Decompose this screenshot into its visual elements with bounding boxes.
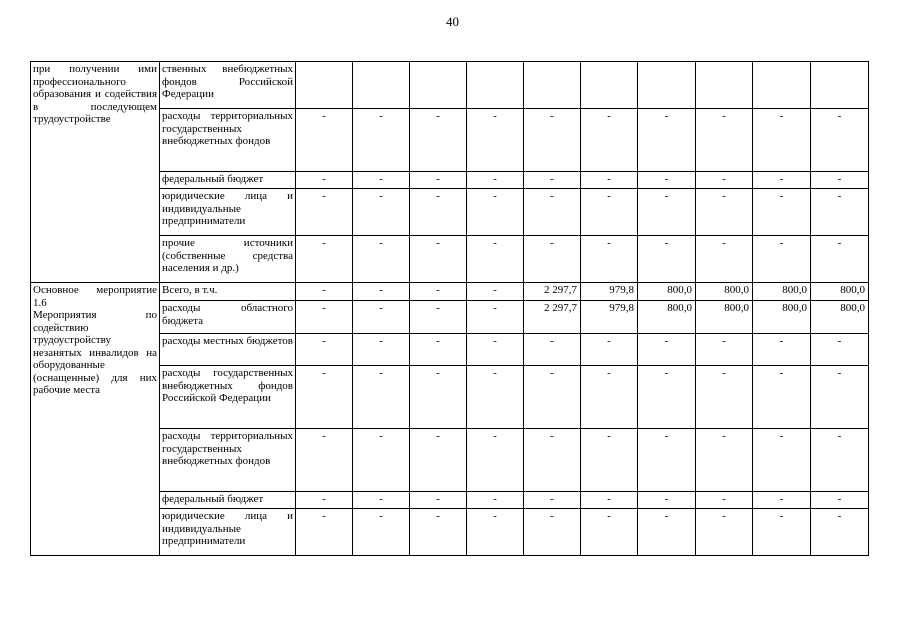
value-cell: - — [811, 366, 869, 429]
value-cell: - — [410, 509, 467, 556]
value-cell: - — [524, 334, 581, 366]
value-cell: - — [811, 492, 869, 509]
value-cell: - — [467, 109, 524, 172]
value-cell: - — [467, 189, 524, 236]
value-cell: - — [410, 109, 467, 172]
value-cell: - — [696, 366, 753, 429]
value-cell — [353, 62, 410, 109]
value-cell: - — [296, 236, 353, 283]
value-cell: - — [467, 301, 524, 334]
value-cell: - — [696, 509, 753, 556]
value-cell: - — [296, 429, 353, 492]
value-cell — [524, 62, 581, 109]
value-cell: - — [524, 189, 581, 236]
funding-source: юридические лица и индивидуальные предприниматели — [160, 509, 296, 556]
value-cell: - — [581, 509, 638, 556]
value-cell: - — [410, 283, 467, 301]
funding-source: расходы государственных внебюджетных фондов Российской Федерации — [160, 366, 296, 429]
value-cell: - — [696, 189, 753, 236]
value-cell: 800,0 — [753, 301, 811, 334]
value-cell: 979,8 — [581, 283, 638, 301]
activity-description: Основное мероприятие 1.6 Мероприятия по содействию трудоустройству незанятых инвалидов на оборудованные (оснащенные) для них рабочие места — [31, 283, 160, 556]
value-cell: - — [410, 172, 467, 189]
value-cell: - — [753, 366, 811, 429]
value-cell: - — [524, 109, 581, 172]
value-cell: - — [296, 366, 353, 429]
value-cell: - — [753, 492, 811, 509]
value-cell: 800,0 — [638, 301, 696, 334]
value-cell: - — [753, 236, 811, 283]
value-cell: 2 297,7 — [524, 301, 581, 334]
value-cell: - — [353, 429, 410, 492]
value-cell: - — [638, 492, 696, 509]
value-cell: - — [811, 334, 869, 366]
value-cell: - — [753, 334, 811, 366]
value-cell: - — [467, 172, 524, 189]
page-number: 40 — [446, 14, 459, 29]
value-cell: - — [638, 509, 696, 556]
value-cell: - — [353, 492, 410, 509]
value-cell: - — [296, 492, 353, 509]
value-cell: - — [753, 429, 811, 492]
value-cell: - — [410, 429, 467, 492]
value-cell: - — [524, 366, 581, 429]
value-cell — [696, 62, 753, 109]
funding-source: Всего, в т.ч. — [160, 283, 296, 301]
table-row — [31, 283, 869, 301]
value-cell: 800,0 — [696, 301, 753, 334]
value-cell: - — [524, 509, 581, 556]
value-cell: - — [696, 236, 753, 283]
value-cell: 800,0 — [753, 283, 811, 301]
value-cell: - — [353, 366, 410, 429]
value-cell: - — [811, 109, 869, 172]
value-cell — [638, 62, 696, 109]
funding-source: расходы территориальных государственных внебюджетных фондов — [160, 109, 296, 172]
value-cell: - — [696, 172, 753, 189]
value-cell: 800,0 — [638, 283, 696, 301]
value-cell: 979,8 — [581, 301, 638, 334]
value-cell: - — [581, 189, 638, 236]
value-cell: - — [811, 429, 869, 492]
value-cell: - — [638, 172, 696, 189]
value-cell: 800,0 — [696, 283, 753, 301]
value-cell — [410, 62, 467, 109]
value-cell: - — [638, 189, 696, 236]
value-cell: - — [467, 334, 524, 366]
value-cell: - — [753, 172, 811, 189]
funding-source: прочие источники (собственные средства населения и др.) — [160, 236, 296, 283]
value-cell: - — [296, 172, 353, 189]
value-cell: - — [410, 334, 467, 366]
value-cell: - — [296, 189, 353, 236]
value-cell: - — [296, 509, 353, 556]
value-cell — [581, 62, 638, 109]
value-cell: - — [353, 189, 410, 236]
value-cell: - — [296, 109, 353, 172]
value-cell: - — [524, 492, 581, 509]
value-cell: - — [638, 236, 696, 283]
value-cell: - — [753, 509, 811, 556]
value-cell: - — [410, 189, 467, 236]
budget-table — [30, 61, 869, 556]
value-cell: - — [696, 109, 753, 172]
value-cell: - — [696, 492, 753, 509]
value-cell: - — [296, 283, 353, 301]
value-cell: - — [467, 236, 524, 283]
value-cell — [467, 62, 524, 109]
value-cell: - — [410, 236, 467, 283]
funding-source: федеральный бюджет — [160, 492, 296, 509]
value-cell — [753, 62, 811, 109]
value-cell: - — [753, 189, 811, 236]
value-cell: - — [467, 429, 524, 492]
funding-source: расходы местных бюджетов — [160, 334, 296, 366]
value-cell: - — [467, 492, 524, 509]
value-cell: - — [696, 429, 753, 492]
value-cell: - — [581, 172, 638, 189]
value-cell: - — [410, 301, 467, 334]
value-cell: - — [811, 172, 869, 189]
funding-source: юридические лица и индивидуальные предприниматели — [160, 189, 296, 236]
table-row — [31, 62, 869, 109]
value-cell: - — [353, 334, 410, 366]
value-cell: - — [581, 492, 638, 509]
value-cell: - — [353, 283, 410, 301]
value-cell: - — [811, 236, 869, 283]
funding-source: расходы областного бюджета — [160, 301, 296, 334]
value-cell: - — [353, 301, 410, 334]
value-cell: - — [467, 366, 524, 429]
value-cell: - — [581, 334, 638, 366]
value-cell: - — [524, 172, 581, 189]
value-cell: - — [581, 429, 638, 492]
value-cell: - — [696, 334, 753, 366]
value-cell: - — [524, 236, 581, 283]
value-cell: - — [581, 109, 638, 172]
value-cell: - — [524, 429, 581, 492]
value-cell: - — [296, 301, 353, 334]
value-cell — [811, 62, 869, 109]
funding-source: ственных внебюджетных фондов Российской Федерации — [160, 62, 296, 109]
value-cell: - — [467, 283, 524, 301]
value-cell: - — [353, 509, 410, 556]
value-cell: - — [353, 172, 410, 189]
value-cell: - — [581, 366, 638, 429]
funding-source: расходы территориальных государственных внебюджетных фондов — [160, 429, 296, 492]
value-cell: 2 297,7 — [524, 283, 581, 301]
value-cell: - — [353, 236, 410, 283]
value-cell: - — [638, 109, 696, 172]
value-cell: - — [296, 334, 353, 366]
value-cell: - — [410, 366, 467, 429]
value-cell: - — [581, 236, 638, 283]
value-cell — [296, 62, 353, 109]
activity-description: при получении ими профессионального образования и содействия в последующем трудоустройстве — [31, 62, 160, 283]
value-cell: - — [638, 429, 696, 492]
value-cell: - — [410, 492, 467, 509]
value-cell: - — [638, 366, 696, 429]
value-cell: - — [811, 189, 869, 236]
value-cell: 800,0 — [811, 283, 869, 301]
value-cell: - — [638, 334, 696, 366]
value-cell: - — [753, 109, 811, 172]
value-cell: - — [353, 109, 410, 172]
value-cell: - — [811, 509, 869, 556]
funding-source: федеральный бюджет — [160, 172, 296, 189]
value-cell: 800,0 — [811, 301, 869, 334]
value-cell: - — [467, 509, 524, 556]
